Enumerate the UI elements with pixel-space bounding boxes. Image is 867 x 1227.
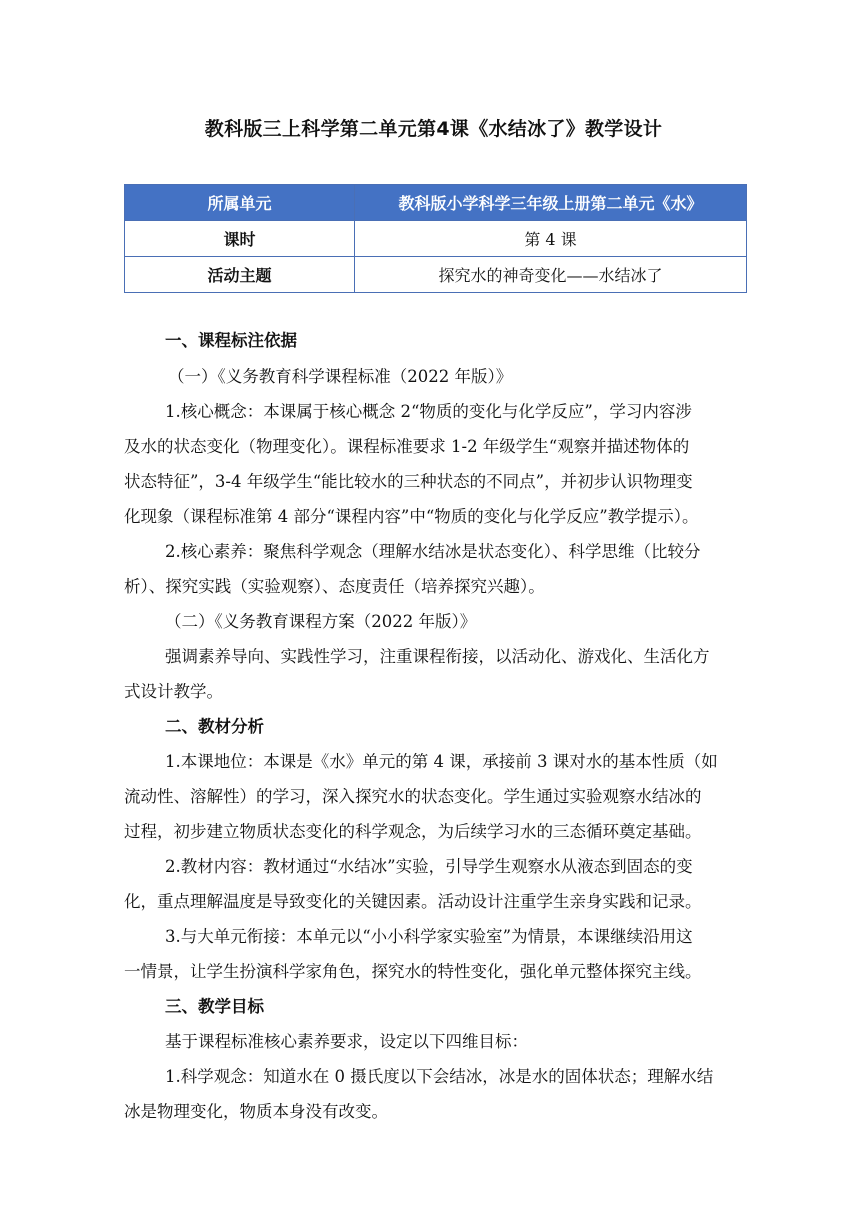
paragraph-line: 过程，初步建立物质状态变化的科学观念，为后续学习水的三态循环奠定基础。 xyxy=(124,822,702,841)
paragraph-line: 析）、探究实践（实验观察）、态度责任（培养探究兴趣）。 xyxy=(124,577,545,596)
paragraph-line: 流动性、溶解性）的学习，深入探究水的状态变化。学生通过实验观察水结冰的 xyxy=(124,787,702,806)
section-heading-2: 二、教材分析 xyxy=(165,717,264,736)
paragraph-line: 一情景，让学生扮演科学家角色，探究水的特性变化，强化单元整体探究主线。 xyxy=(124,962,702,981)
unit-value: 教科版小学科学三年级上册第二单元《水》 xyxy=(355,185,747,221)
paragraph-line: 2.教材内容：教材通过“水结冰”实验，引导学生观察水从液态到固态的变 xyxy=(165,857,693,876)
paragraph-line: 基于课程标准核心素养要求，设定以下四维目标： xyxy=(165,1032,528,1051)
paragraph-line: 化，重点理解温度是导致变化的关键因素。活动设计注重学生亲身实践和记录。 xyxy=(124,892,702,911)
paragraph-line: 2.核心素养：聚焦科学观念（理解水结冰是状态变化）、科学思维（比较分 xyxy=(165,542,701,561)
subsection-heading: （二）《义务教育课程方案（2022 年版）》 xyxy=(165,612,477,631)
paragraph-line: 化现象（课程标准第 4 部分“课程内容”中“物质的变化与化学反应”教学提示）。 xyxy=(124,507,699,526)
paragraph-line: 1.本课地位：本课是《水》单元的第 4 课，承接前 3 课对水的基本性质（如 xyxy=(165,752,718,771)
paragraph-line: 状态特征”，3-4 年级学生“能比较水的三种状态的不同点”，并初步认识物理变 xyxy=(124,472,693,491)
lesson-label: 课时 xyxy=(125,221,355,257)
unit-label: 所属单元 xyxy=(125,185,355,221)
paragraph-line: 及水的状态变化（物理变化）。课程标准要求 1-2 年级学生“观察并描述物体的 xyxy=(124,437,690,456)
theme-label: 活动主题 xyxy=(125,257,355,293)
subsection-heading: （一）《义务教育科学课程标准（2022 年版）》 xyxy=(168,367,513,386)
table-row xyxy=(125,257,747,293)
paragraph-line: 强调素养导向、实践性学习，注重课程衔接，以活动化、游戏化、生活化方 xyxy=(165,647,710,666)
paragraph-line: 式设计教学。 xyxy=(124,682,223,701)
course-info-table xyxy=(124,184,747,293)
section-heading-1: 一、课程标注依据 xyxy=(165,331,297,350)
paragraph-line: 冰是物理变化，物质本身没有改变。 xyxy=(124,1102,388,1121)
theme-value: 探究水的神奇变化——水结冰了 xyxy=(355,257,747,293)
paragraph-line: 1.科学观念：知道水在 0 摄氏度以下会结冰，冰是水的固体状态；理解水结 xyxy=(165,1067,714,1086)
paragraph-line: 1.核心概念：本课属于核心概念 2“物质的变化与化学反应”，学习内容涉 xyxy=(165,402,692,421)
paragraph-line: 3.与大单元衔接：本单元以“小小科学家实验室”为情景，本课继续沿用这 xyxy=(165,927,693,946)
table-row xyxy=(125,185,747,221)
section-heading-3: 三、教学目标 xyxy=(165,997,264,1016)
lesson-value: 第 4 课 xyxy=(355,221,747,257)
table-row xyxy=(125,221,747,257)
document-title: 教科版三上科学第二单元第4课《水结冰了》教学设计 xyxy=(204,118,663,140)
